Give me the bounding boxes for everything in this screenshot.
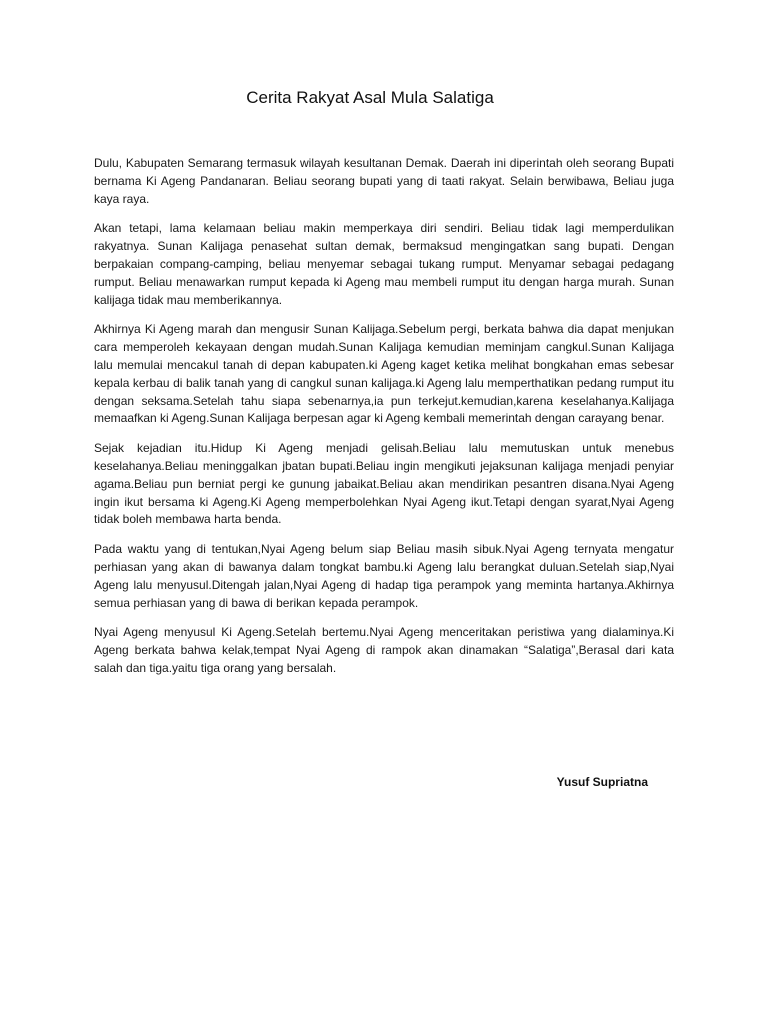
paragraph-1: Dulu, Kabupaten Semarang termasuk wilayah kesultanan Demak. Daerah ini diperintah oleh seorang Bupati bernama Ki Ageng Pandanaran. Beliau seorang bupati yang di taati rakyat. Selain berwibawa, Beliau juga kaya raya. bbox=[94, 156, 674, 206]
paragraph-4: Sejak kejadian itu.Hidup Ki Ageng menjadi gelisah.Beliau lalu memutuskan untuk menebus keselahanya.Beliau meninggalkan jbatan bupati.Beliau ingin mengikuti jejaksunan kalijaga menjadi penyiar agama.Beliau pun berniat pergi ke gunung jabaikat.Beliau akan mendirikan pesantren disana.Nyai Ageng ingin ikut bersama ki Ageng.Ki Ageng memperbolehkan Nyai Ageng ikut.Tetapi dengan syarat,Nyai Ageng tidak boleh membawa harta benda. bbox=[94, 441, 674, 527]
document-body bbox=[94, 155, 674, 690]
author-signature: Yusuf Supriatna bbox=[556, 775, 648, 789]
paragraph-5: Pada waktu yang di tentukan,Nyai Ageng belum siap Beliau masih sibuk.Nyai Ageng ternyata mengatur perhiasan yang akan di bawanya dalam tongkat bambu.ki Ageng lalu berangkat duluan.Setelah siap,Nyai Ageng lalu menyusul.Ditengah jalan,Nyai Ageng di hadap tiga perampok yang meminta hartanya.Akhirnya semua perhiasan yang di bawa di berikan kepada perampok. bbox=[94, 542, 674, 610]
document-title: Cerita Rakyat Asal Mula Salatiga bbox=[246, 88, 494, 107]
paragraph-3: Akhirnya Ki Ageng marah dan mengusir Sunan Kalijaga.Sebelum pergi, berkata bahwa dia dapat menjukan cara memperoleh kekayaan dengan mudah.Sunan Kalijaga kemudian meminjam cangkul.Sunan Kalijaga lalu memulai mencakul tanah di depan kabupaten.ki Ageng kaget ketika melihat bongkahan emas sebesar kepala kerbau di balik tanah yang di cangkul sunan kalijaga.ki Ageng lalu memperthatikan pedang rumput itu dengan seksama.Setelah tahu siapa sebenarnya,ia pun terkejut.kemudian,karena keselahanya.Kalijaga memaafkan ki Ageng.Sunan Kalijaga berpesan agar ki Ageng kembali memerintah dengan carayang benar. bbox=[94, 322, 674, 426]
paragraph-2: Akan tetapi, lama kelamaan beliau makin memperkaya diri sendiri. Beliau tidak lagi memperdulikan rakyatnya. Sunan Kalijaga penasehat sultan demak, bermaksud mengingatkan sang bupati. Dengan berpakaian compang-camping, beliau menyemar sebagai tukang rumput. Menyamar sebagai pedagang rumput. Beliau menawarkan rumput kepada ki Ageng mau membeli rumput itu dengan harga murah. Sunan kalijaga tidak mau memberikannya. bbox=[94, 221, 674, 307]
paragraph-6: Nyai Ageng menyusul Ki Ageng.Setelah bertemu.Nyai Ageng menceritakan peristiwa yang dialaminya.Ki Ageng berkata bahwa kelak,tempat Nyai Ageng di rampok akan dinamakan “Salatiga”,Berasal dari kata salah dan tiga.yaitu tiga orang yang bersalah. bbox=[94, 625, 674, 675]
